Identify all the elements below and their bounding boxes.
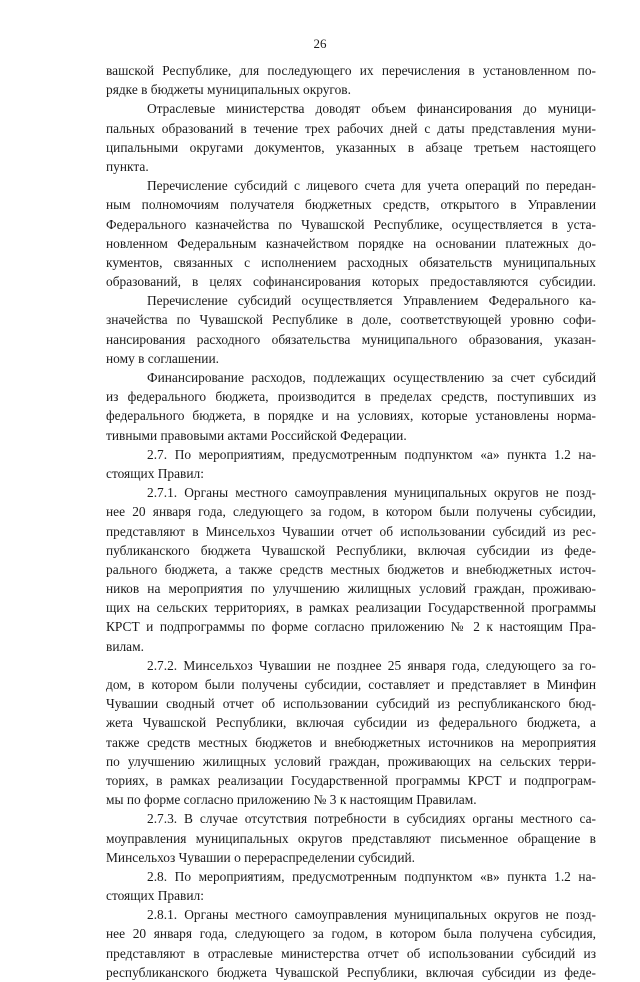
text-line: представляют в Минсельхоз Чувашии отчет об использовании субсидий из рес-	[106, 523, 596, 539]
text-line: представляют в отраслевые министерства отчет об использовании субсидий из	[106, 945, 596, 961]
text-line: стоящих Правил:	[106, 465, 204, 481]
text-line: образований, в целях софинансирования которых предоставляются субсидии.	[106, 274, 596, 290]
text-line: 2.7. По мероприятиям, предусмотренным подпунктом «а» пункта 1.2 на-	[147, 446, 596, 462]
text-line: нее 20 января года, следующего за годом, в котором была получена субсидия,	[106, 926, 596, 942]
text-line: ников на мероприятия по улучшению жилищных условий граждан, проживаю-	[106, 581, 596, 597]
text-line: пальных образований в течение трех рабочих дней с даты представления муни-	[106, 120, 596, 136]
text-line: дом, в котором были получены субсидии, составляет и представляет в Минфин	[106, 677, 596, 692]
text-line: щих на сельских территориях, в рамках реализации Государственной программы	[106, 600, 596, 616]
text-line: нее 20 января года, следующего за годом, в котором были получены субсидии,	[106, 504, 596, 520]
text-line: значейства по Чувашской Республике в доле, соответствующей уровню софи-	[106, 312, 596, 328]
text-line: КРСТ и подпрограммы по форме согласно приложению № 2 к настоящим Пра-	[106, 619, 596, 635]
document-body	[106, 61, 596, 982]
text-line: Федерального казначейства по Чувашской Республике, осуществляется в уста-	[106, 216, 596, 232]
text-line: Чувашии сводный отчет об использовании субсидий из республиканского бюд-	[106, 696, 596, 712]
text-line: 2.7.3. В случае отсутствия потребности в субсидиях органы местного са-	[147, 811, 596, 827]
text-line: ному в соглашении.	[106, 350, 219, 366]
text-line: моуправления муниципальных округов представляют письменное обращение в	[106, 830, 596, 846]
text-line: федерального бюджета, в порядке и на условиях, которые установлены норма-	[106, 408, 596, 424]
text-line: республиканского бюджета Чувашской Республики, включая субсидии из феде-	[106, 964, 596, 980]
text-line: 2.7.2. Минсельхоз Чувашии не позднее 25 января года, следующего за го-	[147, 657, 596, 673]
text-line: 2.7.1. Органы местного самоуправления муниципальных округов не позд-	[147, 485, 596, 501]
text-line: нансирования расходного обязательства муниципального образования, указан-	[106, 331, 596, 347]
text-line: Минсельхоз Чувашии о перераспределении субсидий.	[106, 849, 416, 865]
text-line: Финансирование расходов, подлежащих осуществлению за счет субсидий	[147, 370, 596, 385]
text-line: пункта.	[106, 158, 149, 174]
text-line: также средств местных бюджетов и внебюджетных источников на мероприятия	[106, 734, 596, 750]
text-line: публиканского бюджета Чувашской Республики, включая субсидии из феде-	[106, 542, 596, 558]
text-line: новленном Федеральным казначейством порядке на основании платежных до-	[106, 235, 596, 251]
text-line: вилам.	[106, 638, 144, 654]
text-line: рядке в бюджеты муниципальных округов.	[106, 82, 351, 98]
text-line: ным полномочиям получателя бюджетных средств, открытого в Управлении	[106, 197, 596, 213]
text-line: из федерального бюджета, производится в пределах средств, поступивших из	[106, 389, 596, 405]
text-line: рального бюджета, а также средств местных бюджетов и внебюджетных источ-	[106, 561, 596, 577]
text-line: по улучшению жилищных условий граждан, проживающих на сельских терри-	[106, 753, 596, 769]
text-line: кументов, связанных с исполнением расходных обязательств муниципальных	[106, 254, 596, 270]
text-line: ториях, в рамках реализации Государственной программы КРСТ и подпрограм-	[106, 772, 596, 788]
text-line: жета Чувашской Республики, включая субсидии из федерального бюджета, а	[106, 715, 596, 731]
text-line: 2.8.1. Органы местного самоуправления муниципальных округов не позд-	[147, 907, 596, 923]
text-line: Отраслевые министерства доводят объем финансирования до муници-	[147, 101, 596, 117]
text-line: стоящих Правил:	[106, 888, 204, 904]
text-line: Перечисление субсидий осуществляется Управлением Федерального ка-	[147, 293, 596, 309]
text-line: Перечисление субсидий с лицевого счета для учета операций по передан-	[147, 178, 596, 194]
text-line: мы по форме согласно приложению № 3 к настоящим Правилам.	[106, 792, 477, 808]
text-line: ципальными округами документов, указанных в абзаце третьем настоящего	[106, 139, 596, 155]
text-line: 2.8. По мероприятиям, предусмотренным подпунктом «в» пункта 1.2 на-	[147, 868, 596, 884]
text-line: тивными правовыми актами Российской Федерации.	[106, 427, 407, 443]
text-line: вашской Республике, для последующего их перечисления в установленном по-	[106, 63, 596, 78]
page-number: 26	[313, 36, 327, 51]
